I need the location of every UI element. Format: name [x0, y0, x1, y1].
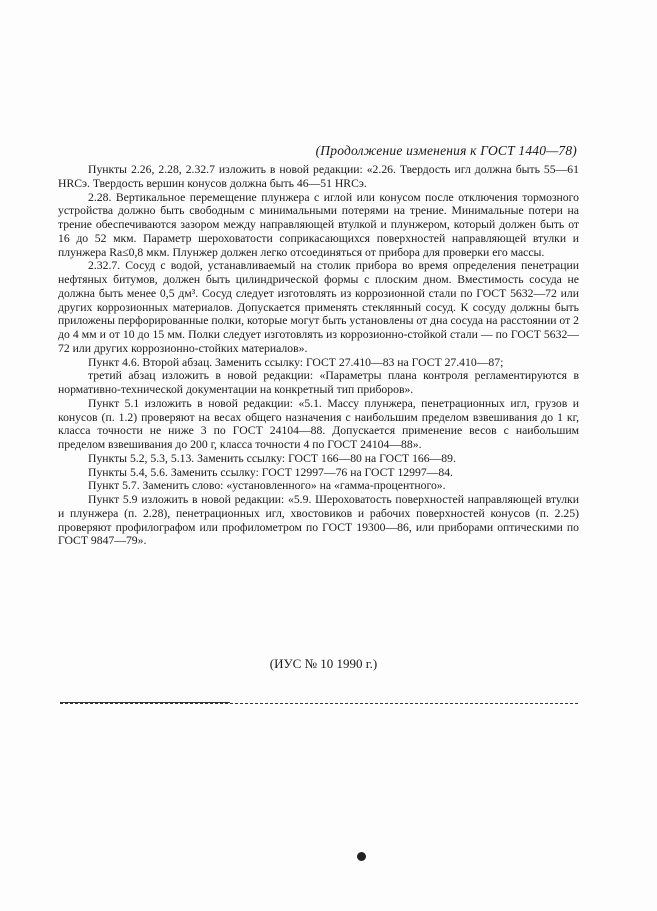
paragraph-5-2: Пункты 5.2, 5.3, 5.13. Заменить ссылку: ГОСТ 166—80 на ГОСТ 166—89.: [88, 451, 456, 465]
paragraph-2-28: 2.28. Вертикальное перемещение плунжера с иглой или конусом после отключения тормозного устройства должно быть свободным с минимальными потерями на трение. Минимальные потери на трение обеспечиваются зазором между направляющей втулкой и плунжером, который должен быть от 16 до 52 мкм. Параметр шероховатости соприкасающихся поверхностей направляющей втулки и плунжера Ra≤0,8 мкм. Плунжер должен легко отсоединяться от прибора для проверки его массы.: [58, 190, 579, 259]
paragraph-4-6-third: третий абзац изложить в новой редакции: «Параметры плана контроля регламентируются в нормативно-технической документации на конкретный тип приборов».: [58, 369, 579, 396]
paragraph-4-6: Пункт 4.6. Второй абзац. Заменить ссылку: ГОСТ 27.410—83 на ГОСТ 27.410—87;: [88, 355, 504, 369]
source-citation-text: (ИУС № 10 1990 г.): [269, 656, 378, 671]
paragraph-5-9: Пункт 5.9 изложить в новой редакции: «5.9. Шероховатость поверхностей направляющей втулки и плунжера (п. 2.28), пенетрационных игл, хвостовиков и рабочих поверхностей конусов (п. 2.25) проверяют профилографом или профилометром по ГОСТ 19300—86, или приборами оптическими по ГОСТ 9847—79».: [58, 493, 579, 548]
page-dot-mark: [357, 852, 366, 861]
paragraph-points-2-26: Пункты 2.26, 2.28, 2.32.7 изложить в новой редакции: «2.26. Твердость игл должна быть 55—61 HRCэ. Твердость вершин конусов должна быть 46—51 HRCэ.: [58, 163, 579, 190]
continuation-note: (Продолжение изменения к ГОСТ 1440—78): [315, 143, 577, 158]
paragraph-5-4: Пункты 5.4, 5.6. Заменить ссылку: ГОСТ 12997—76 на ГОСТ 12997—84.: [88, 465, 453, 479]
paragraph-2-32-7: 2.32.7. Сосуд с водой, устанавливаемый на столик прибора во время определения пенетрации нефтяных битумов, должен быть цилиндрической формы с плоским дном. Вместимость сосуда не должна быть менее 0,5 дм³. Сосуд следует изготовлять из коррозионной стали по ГОСТ 5632—72 или других коррозионных материалов. Допускается применять стеклянный сосуд. К сосуду должны быть приложены перфорированные полки, которые могут быть установлены от дна сосуда на расстоянии от 2 до 4 мм и от 10 до 15 мм. Полки следует изготовлять из коррозионно-стойкой стали — по ГОСТ 5632—72 или других коррозионно-стойких материалов».: [58, 259, 579, 355]
divider-line: [60, 703, 578, 704]
source-citation: [0, 656, 657, 672]
paragraph-5-1: Пункт 5.1 изложить в новой редакции: «5.1. Массу плунжера, пенетрационных игл, грузов и конусов (п. 1.2) проверяют на весах общего назначения с наибольшим пределом взвешивания до 1 кг, класса точности не ниже 3 по ГОСТ 24104—88. Допускается применение весов с наибольшим пределом взвешивания до 200 г, класса точности 4 по ГОСТ 24104—88».: [58, 396, 579, 451]
paragraph-5-7: Пункт 5.7. Заменить слово: «установленного» на «гамма-процентного».: [88, 479, 446, 493]
amendment-text: [58, 163, 579, 548]
